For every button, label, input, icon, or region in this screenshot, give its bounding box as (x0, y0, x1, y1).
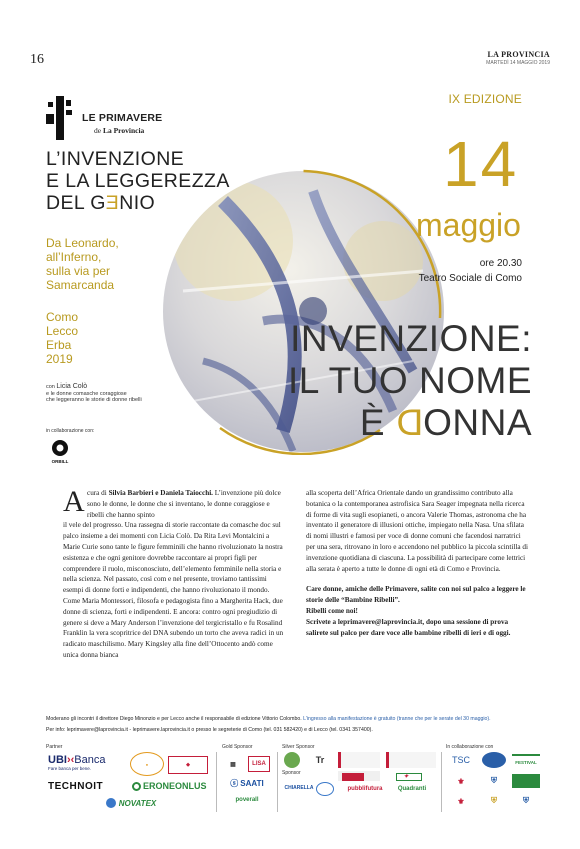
gold-sponsor-1-logo: ▦ (230, 761, 236, 768)
event-time: ore 20.30 (479, 258, 522, 269)
sponsor-round-logo (316, 782, 334, 796)
collab-blue-logo (482, 752, 506, 768)
partner-red-logo: ◆ (168, 756, 208, 774)
article-column-1 (63, 485, 287, 661)
publication-name: LA PROVINCIA (487, 50, 550, 59)
gold-sponsor-label: Gold Sponsor (222, 744, 253, 750)
call-to-action: Care donne, amiche delle Primavere, salite con noi sul palco a leggere le storie delle “Bambine Ribelli”. Ribelli come noi! Scrivete a leprimavere@laprovincia.it, dopo una sessione di prova salirete sul palco per dare voce alle bambine ribelli di ieri e di oggi. (306, 585, 526, 637)
ubi-banca-logo: UBI›‹Banca Fare banca per bene. (48, 754, 106, 771)
technoit-logo: TECHNOIT (48, 780, 104, 792)
sponsor-divider (216, 752, 217, 812)
article-paragraph-1: il vele del progresso. Una rassegna di storie raccontate da comasche doc sul palco insieme a dei momenti con Licia Colò. Da Rita Levi Montalcini a Marie Curie sono tante le figure femminili che hanno rivoluzionato la nostra esistenza e che ogni genitore dovrebbe raccontare ai propri figli per comprendere il ruolo, misconosciuto, dell’elemento femminile nella storia e nella scienza. Nel passato, così com e nel presente, troviamo tantissimi esempi di donne forti e indipendenti, che hanno rivoluzionato il mondo. Come Maria Montessori, filosofa e pedagogista fino a Margherita Hack, due donne di scienza, forti e indipendenti. E ancora: contro ogni pregiudizio di genere si deve a Mary Anderson l’invenzione del tergicristallo e fu Rosalind Franklin la vera scopritrice del DNA subendo un torto che aveva radici in un radicato maschilismo. Mary Kingsley alla fine dell’Ottocento andò come unica donna bianca (63, 521, 284, 659)
guest-name: Licia Colò (56, 383, 88, 390)
chiarella-logo: CHIARELLA (284, 785, 314, 791)
guest-credits: con Licia Colò e le donne comasche coraggiose che leggeranno le storie di donne ribelli (46, 383, 142, 403)
orbill-logo-icon (46, 438, 74, 466)
reversed-e-mark: Ǝ (105, 192, 120, 214)
event-venue: Teatro Sociale di Como (418, 273, 522, 284)
silver-sponsor-2-logo: Tr (315, 755, 325, 765)
tsc-logo: TSC (452, 755, 470, 765)
moderation-info: Moderano gli incontri il direttore Diego Minonzio e per Lecco anche il responsabile di edizione Vittorio Colombo. L’ingresso alla manifestazione è gratuito (tranne che per le serate del 30 maggio). (46, 716, 491, 722)
event-day: 14 (443, 128, 519, 200)
article-lead: cura di Silvia Barbieri e Daniela Taiocchi. L’invenzione più dolce sono le donne, le donne che si inventano, le donne coraggiose e ribelli che hanno spinto (87, 489, 281, 519)
event-month: maggio (416, 207, 521, 243)
collab-crest-1-icon: ⚜ (457, 776, 465, 786)
edition-label: IX EDIZIONE (448, 92, 522, 106)
collab-green-logo (512, 774, 540, 788)
le-primavere-logo (46, 96, 166, 144)
sponsor-green-band-logo (396, 773, 422, 781)
event-headline: INVENZIONE: IL TUO NOME È DONNA (288, 318, 532, 443)
article-paragraph-2: alla scoperta dell’Africa Orientale dando un grandissimo contributo alla botanica o la contemporanea astrofisica Sara Seager impegnata nella ricerca di forme di vita sugli esopianeti, o ancora Valerie Thomas, astronoma che ha inventato il generatore di illusioni ottiche, impiegato nella Nasa. Una sfilata di nomi illustri e famosi per voce di donne comuni che facendosi narratrici per una sera, ritrovano in loro e accendono nel pubblico la piccola scintilla di invenzione quotidiana di ciascuna. La possibilità di partecipare come lettrici alla serata è aperto a tutte le donne di ogni età di Como e Provincia. (306, 489, 528, 573)
drop-cap: A (63, 485, 85, 518)
saati-logo: ⓢ SAATI (230, 778, 264, 788)
silver-sponsor-6-logo: ✦ (403, 773, 409, 780)
logo-title: LE PRIMAVERE (82, 112, 163, 124)
collaboration-label: in collaborazione con: (46, 428, 95, 434)
como-logo: ● (130, 752, 164, 776)
primavere-mark-icon (46, 96, 78, 140)
orbill-logo-text: ORBILL (51, 459, 69, 464)
collab-crest-5-icon: ⛨ (523, 796, 529, 805)
partner-label: Partner (46, 744, 63, 750)
sponsor-divider (277, 752, 278, 812)
collaboration-sponsor-label: In collaborazione con (446, 744, 494, 750)
silver-sponsor-3-logo (338, 752, 380, 768)
lisa-logo: LISA (248, 756, 270, 772)
collab-crest-3-icon: ⚜ (457, 796, 465, 806)
sponsor-red-band-logo (342, 773, 364, 781)
event-subtitle: Da Leonardo, all’Inferno, sulla via per Samarcanda (46, 236, 119, 292)
pubblifutura-logo: pubblifutura (347, 786, 383, 792)
contact-info: Per info: leprimavere@laprovincia.it - leprimavere.laprovincia.it o presso le segreterie di Como (tel. 031 582420) e di Lecco (tel. 0341 357400). (46, 727, 373, 733)
erone-onlus-logo: ERONEONLUS (132, 779, 212, 793)
festival-logo: FESTIVAL (512, 754, 540, 768)
city-list: Como Lecco Erba 2019 (46, 310, 79, 366)
article-body (63, 485, 531, 678)
collab-crest-2-icon: ⛨ (491, 776, 497, 785)
silver-sponsor-1-logo (284, 752, 300, 768)
publication-date: MARTEDÌ 14 MAGGIO 2019 (486, 60, 550, 66)
article-byline: Silvia Barbieri e Daniela Taiocchi. (108, 489, 213, 497)
novatex-logo: NOVATEX (96, 796, 166, 810)
event-title: L’INVENZIONE E LA LEGGEREZZA DEL GƎNIO (46, 148, 230, 214)
sponsor-label: Sponsor (282, 770, 301, 776)
article-column-2 (306, 488, 530, 638)
silver-sponsor-label: Silver Sponsor (282, 744, 315, 750)
reversed-d-mark: D (395, 402, 424, 443)
quadranti-logo: Quadranti (397, 786, 427, 792)
logo-subtitle: de La Provincia (94, 126, 145, 135)
sponsor-divider (441, 752, 442, 812)
page-number: 16 (30, 52, 44, 67)
masthead (486, 50, 550, 66)
silver-sponsor-4-logo (386, 752, 436, 768)
poverall-logo: poverall (235, 797, 259, 803)
collab-crest-4-icon: ⛨ (491, 796, 497, 805)
